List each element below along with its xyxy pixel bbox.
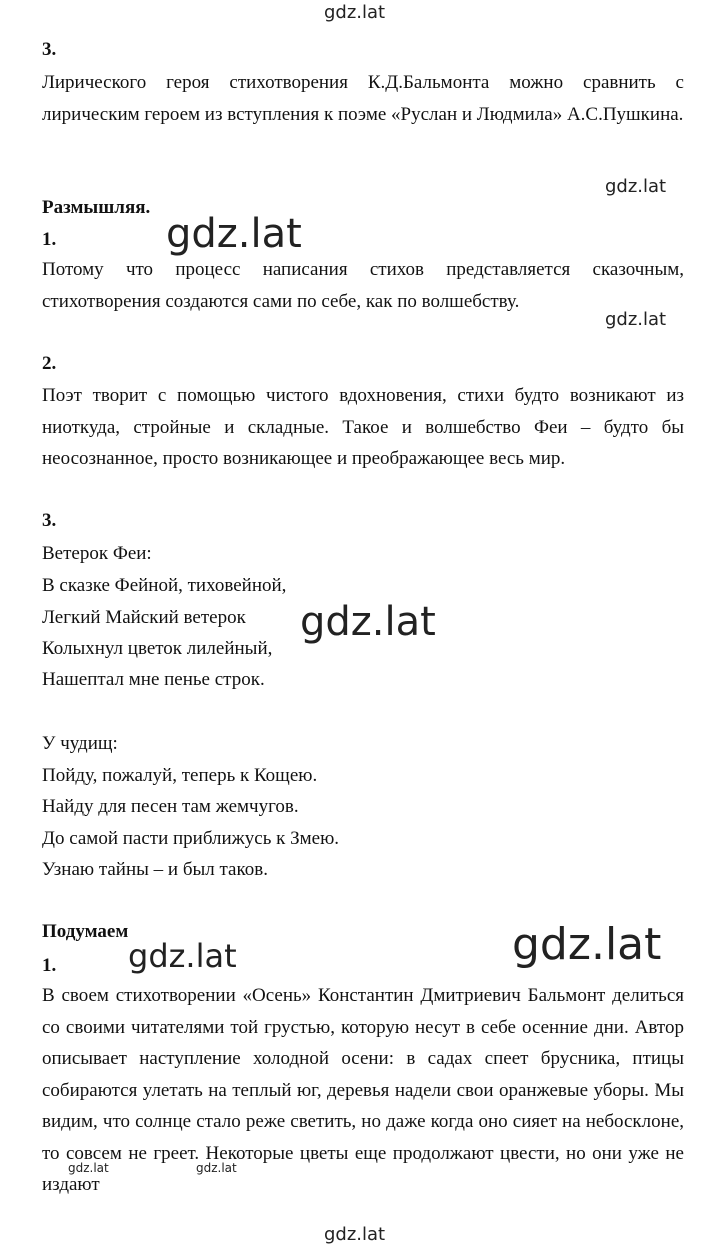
section-b-q2-text: Поэт творит с помощью чистого вдохновения, стихи будто возникают из ниоткуда, стройные и складные. Такое и волшебство Феи – будто бы неосознанное, просто возникающее и преображающее весь мир. bbox=[42, 385, 684, 469]
section-c-q1-text: В своем стихотворении «Осень» Константин Дмитриевич Бальмонт делиться со своими читателями той грустью, которую несут в себе осенние дни. Автор описывает наступление холодной осени: в садах спеет брусника, птицы собираются улетать на теплый юг, деревья надели свои оранжевые уборы. Мы видим, что солнце стало реже светить, но даже когда оно сияет на небосклоне, то совсем не греет. Некоторые цветы еще продолжают цвести, но они уже не издают bbox=[42, 985, 684, 1195]
poem2-line-5: Узнаю тайны – и был таков. bbox=[42, 859, 268, 880]
section-a-number: 3. bbox=[42, 39, 57, 60]
watermark-top: gdz.lat bbox=[324, 2, 386, 23]
watermark-right-2: gdz.lat bbox=[605, 309, 667, 330]
watermark-tiny-1: gdz.lat bbox=[68, 1161, 109, 1175]
poem1-line-1: Ветерок Феи: bbox=[42, 543, 152, 564]
section-b-q1-text: Потому что процесс написания стихов представляется сказочным, стихотворения создаются сами по себе, как по волшебству. bbox=[42, 259, 684, 312]
watermark-medium: gdz.lat bbox=[128, 937, 237, 975]
section-a-text: Лирического героя стихотворения К.Д.Бальмонта можно сравнить с лирическим героем из вступления к поэме «Руслан и Людмила» А.С.Пушкина. bbox=[42, 72, 684, 125]
watermark-large-1: gdz.lat bbox=[166, 211, 302, 257]
section-b-q1-number: 1. bbox=[42, 229, 57, 250]
poem1-line-5: Нашептал мне пенье строк. bbox=[42, 669, 265, 690]
watermark-bottom: gdz.lat bbox=[324, 1224, 386, 1245]
watermark-tiny-2: gdz.lat bbox=[196, 1161, 237, 1175]
section-b-heading: Размышляя. bbox=[42, 197, 151, 218]
section-c-heading: Подумаем bbox=[42, 921, 129, 942]
poem1-line-3: Легкий Майский ветерок bbox=[42, 607, 246, 628]
section-b-q3-number: 3. bbox=[42, 510, 57, 531]
section-c-q1-number: 1. bbox=[42, 955, 57, 976]
poem2-line-3: Найду для песен там жемчугов. bbox=[42, 796, 299, 817]
watermark-large-3: gdz.lat bbox=[512, 919, 662, 970]
poem1-line-4: Колыхнул цветок лилейный, bbox=[42, 638, 273, 659]
poem2-line-2: Пойду, пожалуй, теперь к Кощею. bbox=[42, 765, 318, 786]
watermark-large-2: gdz.lat bbox=[300, 599, 436, 645]
watermark-right-1: gdz.lat bbox=[605, 176, 667, 197]
poem2-line-4: До самой пасти приближусь к Змею. bbox=[42, 828, 340, 849]
section-b-q2-number: 2. bbox=[42, 353, 57, 374]
poem2-line-1: У чудищ: bbox=[42, 733, 118, 754]
poem1-line-2: В сказке Фейной, тиховейной, bbox=[42, 575, 287, 596]
